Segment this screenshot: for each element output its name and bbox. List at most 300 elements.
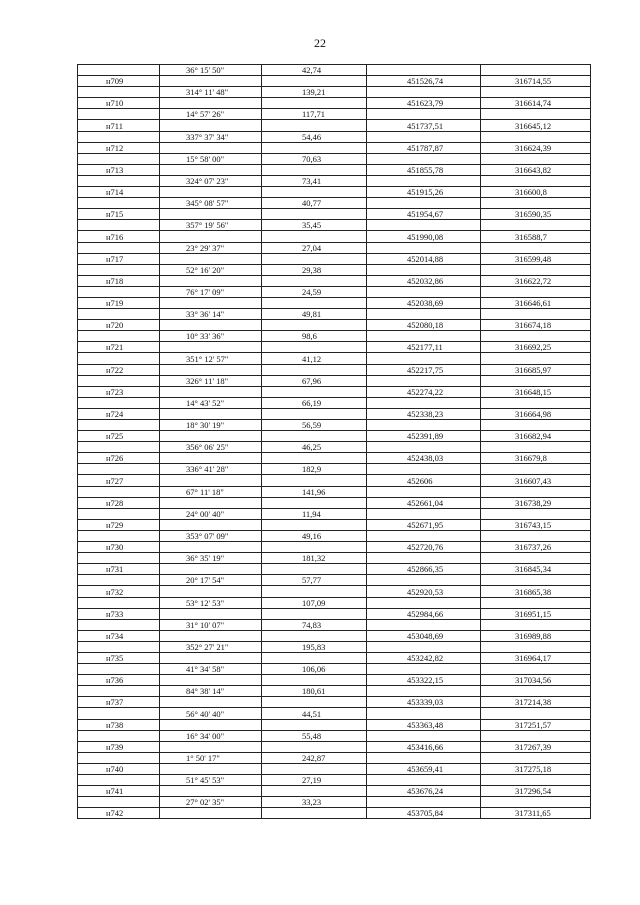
point-row (78, 342, 591, 353)
x-cell-empty (367, 242, 481, 253)
y-cell-empty (481, 442, 591, 453)
point-cell-empty (78, 797, 160, 808)
x-cell-empty (367, 553, 481, 564)
point-cell-empty (78, 530, 160, 541)
point-cell-empty (78, 198, 160, 209)
angle-cell-empty (160, 98, 262, 109)
x-coordinate: 453659,41 (367, 763, 481, 774)
point-name: н724 (78, 408, 160, 419)
point-row (78, 675, 591, 686)
segment-length: 33,23 (262, 797, 367, 808)
point-cell-empty (78, 220, 160, 231)
x-cell-empty (367, 175, 481, 186)
segment-row (78, 619, 591, 630)
y-coordinate: 316989,88 (481, 630, 591, 641)
x-cell-empty (367, 442, 481, 453)
segment-length: 117,71 (262, 109, 367, 120)
x-cell-empty (367, 198, 481, 209)
segment-length: 56,59 (262, 420, 367, 431)
segment-row (78, 464, 591, 475)
point-cell-empty (78, 175, 160, 186)
x-coordinate: 451954,67 (367, 209, 481, 220)
point-name: н720 (78, 320, 160, 331)
y-cell-empty (481, 530, 591, 541)
angle-cell-empty (160, 275, 262, 286)
point-cell-empty (78, 242, 160, 253)
y-coordinate: 317311,65 (481, 808, 591, 819)
y-coordinate: 316964,17 (481, 652, 591, 663)
x-cell-empty (367, 331, 481, 342)
distance-cell-empty (262, 209, 367, 220)
point-cell-empty (78, 619, 160, 630)
point-row (78, 453, 591, 464)
segment-row (78, 375, 591, 386)
x-cell-empty (367, 220, 481, 231)
point-row (78, 231, 591, 242)
angle-cell-empty (160, 808, 262, 819)
point-cell-empty (78, 420, 160, 431)
x-cell-empty (367, 464, 481, 475)
point-name: н718 (78, 275, 160, 286)
segment-length: 98,6 (262, 331, 367, 342)
distance-cell-empty (262, 253, 367, 264)
point-cell-empty (78, 708, 160, 719)
angle-cell-empty (160, 320, 262, 331)
point-row (78, 564, 591, 575)
point-row (78, 786, 591, 797)
angle-cell-empty (160, 142, 262, 153)
point-name: н728 (78, 497, 160, 508)
angle-cell-empty (160, 652, 262, 663)
point-name: н716 (78, 231, 160, 242)
point-cell-empty (78, 264, 160, 275)
x-cell-empty (367, 353, 481, 364)
y-cell-empty (481, 264, 591, 275)
angle-cell-empty (160, 586, 262, 597)
segment-row (78, 797, 591, 808)
direction-angle: 353° 07' 09" (160, 530, 262, 541)
y-cell-empty (481, 242, 591, 253)
direction-angle: 324° 07' 23" (160, 175, 262, 186)
x-coordinate: 452391,89 (367, 431, 481, 442)
segment-length: 49,81 (262, 309, 367, 320)
segment-length: 107,09 (262, 597, 367, 608)
x-coordinate: 451737,51 (367, 120, 481, 131)
angle-cell-empty (160, 608, 262, 619)
y-cell-empty (481, 375, 591, 386)
y-cell-empty (481, 464, 591, 475)
direction-angle: 76° 17' 09" (160, 286, 262, 297)
direction-angle: 337° 37' 34" (160, 131, 262, 142)
distance-cell-empty (262, 675, 367, 686)
x-coordinate: 452866,35 (367, 564, 481, 575)
direction-angle: 351° 12' 57" (160, 353, 262, 364)
x-coordinate: 452217,75 (367, 364, 481, 375)
point-cell-empty (78, 309, 160, 320)
point-row (78, 386, 591, 397)
direction-angle: 1° 50' 17" (160, 752, 262, 763)
y-cell-empty (481, 220, 591, 231)
y-cell-empty (481, 575, 591, 586)
direction-angle: 84° 38' 14" (160, 686, 262, 697)
distance-cell-empty (262, 719, 367, 730)
segment-row (78, 397, 591, 408)
point-name: н733 (78, 608, 160, 619)
direction-angle: 15° 58' 00" (160, 153, 262, 164)
x-coordinate: 452720,76 (367, 542, 481, 553)
direction-angle: 14° 57' 26" (160, 109, 262, 120)
point-name: н717 (78, 253, 160, 264)
x-coordinate: 452606 (367, 475, 481, 486)
direction-angle: 24° 00' 40" (160, 508, 262, 519)
point-row (78, 808, 591, 819)
point-row (78, 297, 591, 308)
direction-angle: 16° 34' 00" (160, 730, 262, 741)
point-cell-empty (78, 397, 160, 408)
x-coordinate: 453048,69 (367, 630, 481, 641)
point-row (78, 652, 591, 663)
direction-angle: 56° 40' 40" (160, 708, 262, 719)
distance-cell-empty (262, 741, 367, 752)
point-name: н725 (78, 431, 160, 442)
distance-cell-empty (262, 297, 367, 308)
x-cell-empty (367, 153, 481, 164)
segment-length: 141,96 (262, 486, 367, 497)
point-name: н738 (78, 719, 160, 730)
angle-cell-empty (160, 519, 262, 530)
point-row (78, 98, 591, 109)
x-coordinate: 452177,11 (367, 342, 481, 353)
distance-cell-empty (262, 98, 367, 109)
point-row (78, 586, 591, 597)
point-name: н736 (78, 675, 160, 686)
point-row (78, 76, 591, 87)
y-coordinate: 316645,12 (481, 120, 591, 131)
point-name: н741 (78, 786, 160, 797)
x-cell-empty (367, 730, 481, 741)
distance-cell-empty (262, 431, 367, 442)
segment-row (78, 175, 591, 186)
direction-angle: 10° 33' 36" (160, 331, 262, 342)
point-name: н723 (78, 386, 160, 397)
distance-cell-empty (262, 697, 367, 708)
segment-length: 181,32 (262, 553, 367, 564)
y-coordinate: 316674,18 (481, 320, 591, 331)
segment-row (78, 664, 591, 675)
direction-angle: 357° 19' 56" (160, 220, 262, 231)
distance-cell-empty (262, 497, 367, 508)
x-cell-empty (367, 420, 481, 431)
x-cell-empty (367, 597, 481, 608)
direction-angle: 27° 02' 35" (160, 797, 262, 808)
segment-length: 55,48 (262, 730, 367, 741)
y-coordinate: 316692,25 (481, 342, 591, 353)
x-coordinate: 451915,26 (367, 187, 481, 198)
segment-length: 67,96 (262, 375, 367, 386)
direction-angle: 314° 11' 48" (160, 87, 262, 98)
angle-cell-empty (160, 120, 262, 131)
y-coordinate: 316646,61 (481, 297, 591, 308)
angle-cell-empty (160, 741, 262, 752)
segment-row (78, 286, 591, 297)
y-cell-empty (481, 87, 591, 98)
direction-angle: 23° 29' 37" (160, 242, 262, 253)
segment-row (78, 309, 591, 320)
y-cell-empty (481, 153, 591, 164)
y-coordinate: 316679,8 (481, 453, 591, 464)
segment-row (78, 420, 591, 431)
segment-row (78, 775, 591, 786)
x-coordinate: 452080,18 (367, 320, 481, 331)
coordinate-table (77, 64, 591, 819)
segment-row (78, 442, 591, 453)
point-row (78, 187, 591, 198)
segment-length: 57,77 (262, 575, 367, 586)
y-coordinate: 316648,15 (481, 386, 591, 397)
segment-length: 42,74 (262, 65, 367, 76)
point-row (78, 741, 591, 752)
y-coordinate: 316643,82 (481, 164, 591, 175)
point-cell-empty (78, 286, 160, 297)
y-coordinate: 317034,56 (481, 675, 591, 686)
y-coordinate: 317251,57 (481, 719, 591, 730)
angle-cell-empty (160, 408, 262, 419)
point-cell-empty (78, 553, 160, 564)
y-cell-empty (481, 286, 591, 297)
segment-row (78, 131, 591, 142)
y-coordinate: 317214,38 (481, 697, 591, 708)
y-cell-empty (481, 508, 591, 519)
distance-cell-empty (262, 519, 367, 530)
angle-cell-empty (160, 697, 262, 708)
y-cell-empty (481, 397, 591, 408)
point-row (78, 697, 591, 708)
x-cell-empty (367, 486, 481, 497)
point-name: н726 (78, 453, 160, 464)
point-name: н713 (78, 164, 160, 175)
distance-cell-empty (262, 320, 367, 331)
x-coordinate: 452671,95 (367, 519, 481, 530)
x-cell-empty (367, 797, 481, 808)
y-cell-empty (481, 730, 591, 741)
point-row (78, 475, 591, 486)
x-cell-empty (367, 309, 481, 320)
y-cell-empty (481, 420, 591, 431)
point-row (78, 120, 591, 131)
direction-angle: 352° 27' 21" (160, 641, 262, 652)
y-coordinate: 316599,48 (481, 253, 591, 264)
y-cell-empty (481, 175, 591, 186)
y-cell-empty (481, 109, 591, 120)
distance-cell-empty (262, 630, 367, 641)
direction-angle: 67° 11' 18" (160, 486, 262, 497)
distance-cell-empty (262, 564, 367, 575)
x-cell-empty (367, 575, 481, 586)
segment-row (78, 597, 591, 608)
segment-row (78, 153, 591, 164)
segment-length: 73,41 (262, 175, 367, 186)
point-name: н732 (78, 586, 160, 597)
segment-length: 180,61 (262, 686, 367, 697)
x-cell-empty (367, 397, 481, 408)
point-cell-empty (78, 775, 160, 786)
point-row (78, 763, 591, 774)
x-coordinate: 452338,23 (367, 408, 481, 419)
y-coordinate: 316865,38 (481, 586, 591, 597)
direction-angle: 53° 12' 53" (160, 597, 262, 608)
point-cell-empty (78, 664, 160, 675)
y-coordinate: 316845,34 (481, 564, 591, 575)
point-name: н727 (78, 475, 160, 486)
point-cell-empty (78, 686, 160, 697)
point-row (78, 608, 591, 619)
angle-cell-empty (160, 187, 262, 198)
x-cell-empty (367, 530, 481, 541)
x-cell-empty (367, 131, 481, 142)
direction-angle: 345° 08' 57" (160, 198, 262, 209)
segment-length: 24,59 (262, 286, 367, 297)
x-coordinate: 453416,66 (367, 741, 481, 752)
segment-length: 66,19 (262, 397, 367, 408)
y-cell-empty (481, 708, 591, 719)
y-cell-empty (481, 65, 591, 76)
x-cell-empty (367, 264, 481, 275)
segment-row (78, 708, 591, 719)
point-cell-empty (78, 375, 160, 386)
y-cell-empty (481, 597, 591, 608)
point-name: н722 (78, 364, 160, 375)
point-row (78, 408, 591, 419)
y-cell-empty (481, 664, 591, 675)
x-coordinate: 453339,03 (367, 697, 481, 708)
distance-cell-empty (262, 342, 367, 353)
x-coordinate: 452032,86 (367, 275, 481, 286)
y-coordinate: 317267,39 (481, 741, 591, 752)
page-number: 22 (314, 36, 326, 50)
y-cell-empty (481, 331, 591, 342)
point-cell-empty (78, 109, 160, 120)
y-cell-empty (481, 641, 591, 652)
distance-cell-empty (262, 275, 367, 286)
y-coordinate: 316743,15 (481, 519, 591, 530)
point-name: н730 (78, 542, 160, 553)
distance-cell-empty (262, 763, 367, 774)
angle-cell-empty (160, 431, 262, 442)
point-name: н719 (78, 297, 160, 308)
angle-cell-empty (160, 719, 262, 730)
segment-length: 40,77 (262, 198, 367, 209)
x-coordinate: 453363,48 (367, 719, 481, 730)
distance-cell-empty (262, 120, 367, 131)
segment-row (78, 486, 591, 497)
segment-length: 74,83 (262, 619, 367, 630)
x-coordinate: 452274,22 (367, 386, 481, 397)
segment-row (78, 575, 591, 586)
segment-row (78, 730, 591, 741)
y-coordinate: 316714,55 (481, 76, 591, 87)
point-name: н714 (78, 187, 160, 198)
distance-cell-empty (262, 786, 367, 797)
point-row (78, 431, 591, 442)
x-coordinate: 451526,74 (367, 76, 481, 87)
segment-length: 242,87 (262, 752, 367, 763)
point-row (78, 320, 591, 331)
point-row (78, 542, 591, 553)
x-cell-empty (367, 708, 481, 719)
x-coordinate: 452438,03 (367, 453, 481, 464)
y-coordinate: 316685,97 (481, 364, 591, 375)
segment-length: 27,19 (262, 775, 367, 786)
distance-cell-empty (262, 142, 367, 153)
point-name: н711 (78, 120, 160, 131)
y-cell-empty (481, 797, 591, 808)
x-coordinate: 451990,08 (367, 231, 481, 242)
point-name: н739 (78, 741, 160, 752)
direction-angle: 36° 35' 19" (160, 553, 262, 564)
distance-cell-empty (262, 386, 367, 397)
y-coordinate: 316600,8 (481, 187, 591, 198)
direction-angle: 18° 30' 19" (160, 420, 262, 431)
segment-length: 54,46 (262, 131, 367, 142)
distance-cell-empty (262, 164, 367, 175)
point-row (78, 275, 591, 286)
angle-cell-empty (160, 542, 262, 553)
y-coordinate: 316737,26 (481, 542, 591, 553)
distance-cell-empty (262, 586, 367, 597)
point-name: н709 (78, 76, 160, 87)
x-cell-empty (367, 286, 481, 297)
point-cell-empty (78, 486, 160, 497)
segment-length: 182,9 (262, 464, 367, 475)
point-name: н729 (78, 519, 160, 530)
distance-cell-empty (262, 608, 367, 619)
x-cell-empty (367, 65, 481, 76)
x-cell-empty (367, 375, 481, 386)
x-cell-empty (367, 775, 481, 786)
point-cell-empty (78, 87, 160, 98)
distance-cell-empty (262, 231, 367, 242)
point-cell-empty (78, 153, 160, 164)
segment-row (78, 242, 591, 253)
point-cell-empty (78, 442, 160, 453)
distance-cell-empty (262, 808, 367, 819)
angle-cell-empty (160, 164, 262, 175)
angle-cell-empty (160, 364, 262, 375)
y-coordinate: 316614,74 (481, 98, 591, 109)
distance-cell-empty (262, 187, 367, 198)
y-coordinate: 316607,43 (481, 475, 591, 486)
direction-angle: 356° 06' 25" (160, 442, 262, 453)
segment-row (78, 109, 591, 120)
y-coordinate: 316624,39 (481, 142, 591, 153)
angle-cell-empty (160, 475, 262, 486)
x-coordinate: 453322,15 (367, 675, 481, 686)
segment-row (78, 220, 591, 231)
segment-length: 70,63 (262, 153, 367, 164)
segment-row (78, 87, 591, 98)
x-cell-empty (367, 752, 481, 763)
angle-cell-empty (160, 786, 262, 797)
y-cell-empty (481, 553, 591, 564)
segment-length: 41,12 (262, 353, 367, 364)
point-name: н721 (78, 342, 160, 353)
angle-cell-empty (160, 763, 262, 774)
segment-row (78, 264, 591, 275)
y-coordinate: 316951,15 (481, 608, 591, 619)
point-cell-empty (78, 575, 160, 586)
segment-row (78, 331, 591, 342)
point-name: н737 (78, 697, 160, 708)
